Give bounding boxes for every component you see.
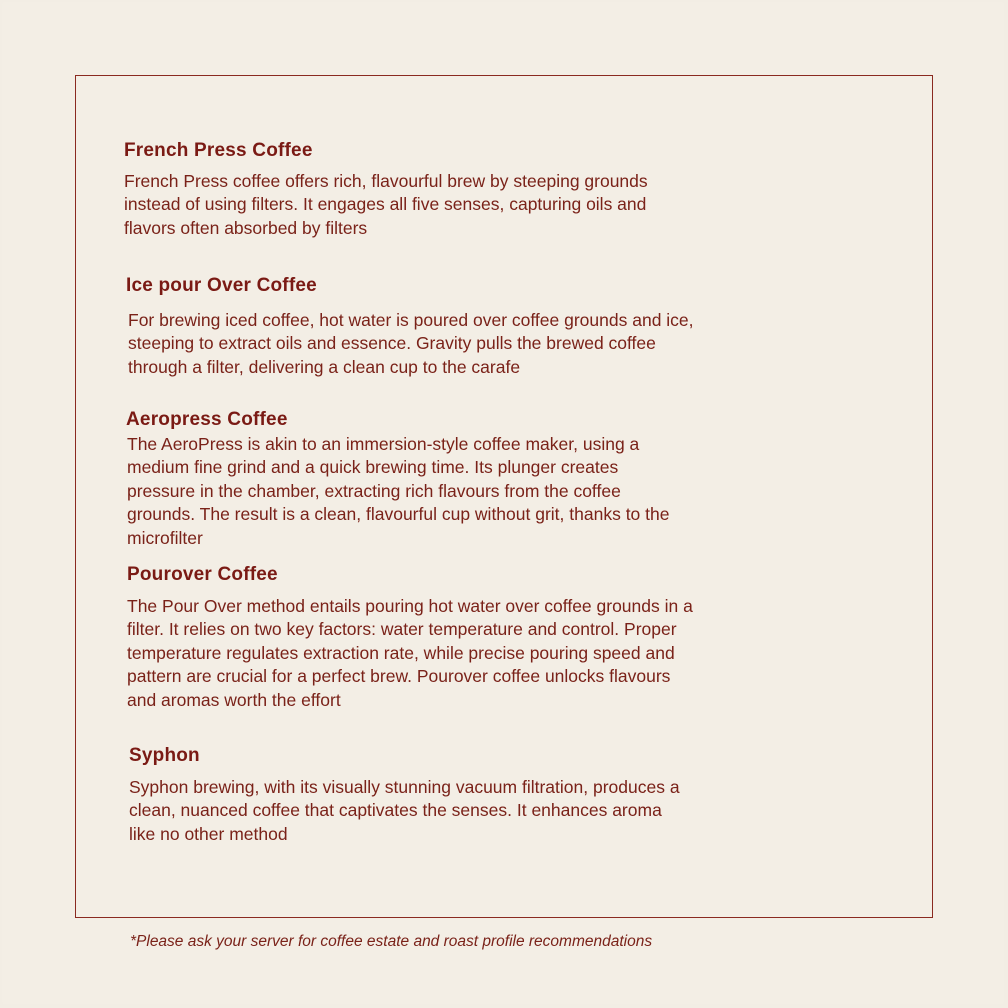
description-line: medium fine grind and a quick brewing time. Its plunger creates (127, 457, 619, 478)
description-line: Syphon brewing, with its visually stunning vacuum filtration, produces a (129, 777, 680, 797)
section-french-press (124, 140, 784, 240)
description-line: microfilter (127, 527, 203, 548)
description-line: instead of using filters. It engages all five senses, capturing oils and (124, 194, 647, 215)
section-aeropress (126, 409, 786, 550)
section-title: French Press Coffee (124, 140, 313, 161)
section-description (124, 170, 784, 240)
description-line: temperature regulates extraction rate, while precise pouring speed and (127, 642, 675, 663)
description-line: The Pour Over method entails pouring hot water over coffee grounds in a (127, 596, 693, 616)
description-line: through a filter, delivering a clean cup to the carafe (128, 356, 521, 377)
description-line: and aromas worth the effort (127, 689, 341, 710)
description-line: grounds. The result is a clean, flavourful cup without grit, thanks to the (127, 504, 670, 525)
section-title: Aeropress Coffee (126, 409, 288, 430)
section-syphon (129, 745, 789, 846)
description-line: pressure in the chamber, extracting rich flavours from the coffee (127, 480, 621, 501)
section-title: Syphon (129, 745, 200, 766)
section-title: Pourover Coffee (127, 564, 278, 585)
description-line: clean, nuanced coffee that captivates the senses. It enhances aroma (129, 800, 662, 821)
section-pourover (127, 564, 787, 712)
section-title: Ice pour Over Coffee (126, 275, 317, 296)
description-line: For brewing iced coffee, hot water is poured over coffee grounds and ice, (128, 310, 694, 330)
description-line: like no other method (129, 823, 288, 844)
section-description (127, 433, 757, 550)
section-ice-pour-over (126, 275, 786, 379)
description-line: French Press coffee offers rich, flavourful brew by steeping grounds (124, 171, 648, 191)
description-line: flavors often absorbed by filters (124, 217, 368, 238)
description-line: filter. It relies on two key factors: water temperature and control. Proper (127, 619, 677, 640)
description-line: steeping to extract oils and essence. Gravity pulls the brewed coffee (128, 333, 656, 354)
section-description (128, 309, 788, 379)
description-line: pattern are crucial for a perfect brew. Pourover coffee unlocks flavours (127, 666, 671, 687)
footnote: *Please ask your server for coffee estate and roast profile recommendations (130, 933, 653, 950)
section-description (127, 595, 767, 712)
section-description (129, 776, 759, 846)
description-line: The AeroPress is akin to an immersion-style coffee maker, using a (127, 434, 640, 454)
